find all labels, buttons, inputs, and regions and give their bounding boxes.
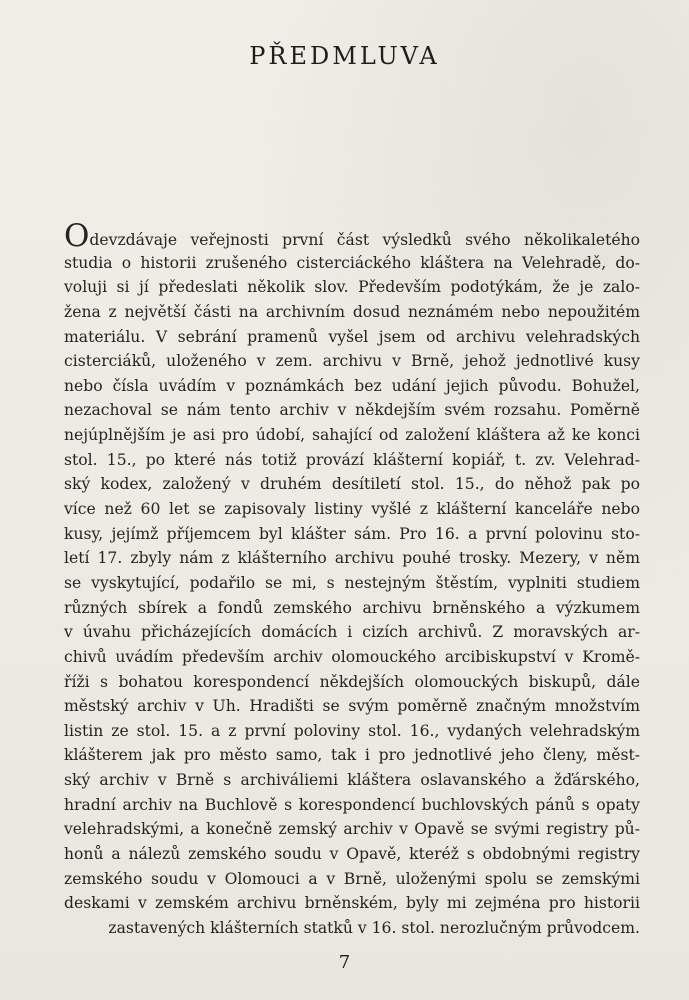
text-line: nezachoval se nám tento archiv v někdejším svém rozsahu. Poměrně: [64, 401, 640, 420]
text-line: materiálu. V sebrání pramenů vyšel jsem od archivu velehradských: [64, 327, 640, 346]
text-line: velehradskými, a konečně zemský archiv v Opavě se svými registry pů-: [64, 820, 640, 839]
text-line-content: devzdávaje veřejnosti první část výsledků svého několikaletého: [89, 231, 640, 249]
text-line: v úvahu přicházejících domácích i cizích archivů. Z moravských ar-: [64, 623, 640, 642]
text-line: stol. 15., po které nás totiž provází klášterní kopiář, t. zv. Velehrad-: [64, 450, 640, 469]
text-line: nebo čísla uvádím v poznámkách bez udání jejich původu. Bohužel,: [64, 376, 640, 395]
text-line: kusy, jejímž příjemcem byl klášter sám. Pro 16. a první polovinu sto-: [64, 524, 640, 543]
text-line: voluji si jí předeslati několik slov. Především podotýkám, že je zalo-: [64, 278, 640, 297]
text-line: klášterem jak pro město samo, tak i pro jednotlivé jeho členy, měst-: [64, 746, 640, 765]
text-line: různých sbírek a fondů zemského archivu brněnského a výzkumem: [64, 598, 640, 617]
drop-cap: O: [64, 218, 90, 254]
text-line: městský archiv v Uh. Hradišti se svým poměrně značným množstvím: [64, 697, 640, 716]
text-line: říži s bohatou korespondencí někdejších olomouckých biskupů, dále: [64, 672, 640, 691]
text-line: honů a nálezů zemského soudu v Opavě, kteréž s obdobnými registry: [64, 845, 640, 864]
page-title: PŘEDMLUVA: [249, 42, 440, 70]
text-line: se vyskytující, podařilo se mi, s nestejným štěstím, vyplniti studiem: [64, 573, 640, 592]
text-line: cisterciáků, uloženého v zem. archivu v Brně, jehož jednotlivé kusy: [64, 352, 640, 371]
page-number: 7: [338, 952, 351, 973]
text-line: studia o historii zrušeného cisterciáckého kláštera na Velehradě, do-: [64, 253, 640, 272]
text-line: ský archiv v Brně s archiváliemi kláštera oslavanského a žďárského,: [64, 771, 640, 790]
text-line: letí 17. zbyly nám z klášterního archivu pouhé trosky. Mezery, v něm: [64, 549, 640, 568]
text-line: zastavených klášterních statků v 16. stol. nerozlučným průvodcem.: [108, 918, 640, 937]
text-line: zemského soudu v Olomouci a v Brně, uloženými spolu se zemskými: [64, 869, 640, 888]
text-line: chivů uvádím především archiv olomouckého arcibiskupství v Kromě-: [64, 647, 640, 666]
text-line: ský kodex, založený v druhém desítiletí stol. 15., do něhož pak po: [64, 475, 640, 494]
text-line: žena z největší části na archivním dosud neznámém nebo nepoužitém: [64, 302, 640, 321]
text-line: více než 60 let se zapisovaly listiny vyšlé z klášterní kanceláře nebo: [64, 500, 640, 519]
text-line: deskami v zemském archivu brněnském, byly mi zejména pro historii: [64, 894, 640, 913]
text-line: hradní archiv na Buchlově s korespondencí buchlovských pánů s opaty: [64, 795, 640, 814]
preface-paragraph: [64, 218, 640, 941]
text-line: listin ze stol. 15. a z první poloviny stol. 16., vydaných velehradským: [64, 721, 640, 740]
text-line: nejúplnějším je asi pro údobí, sahající od založení kláštera až ke konci: [64, 426, 640, 445]
text-line: [64, 218, 640, 254]
